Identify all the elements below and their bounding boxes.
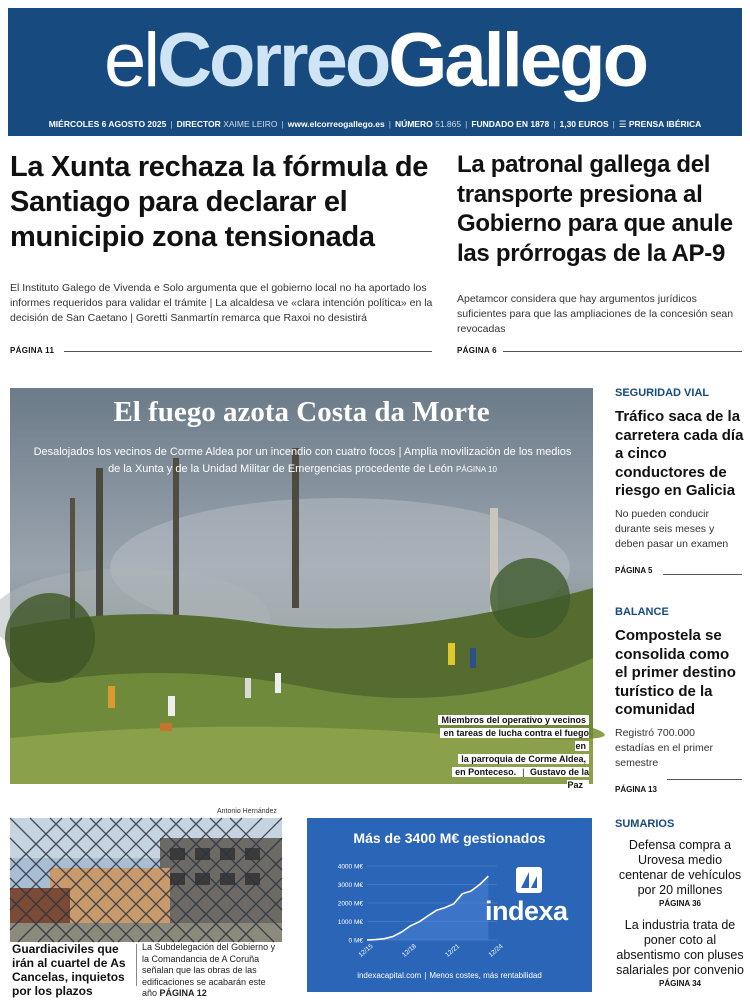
- price-text: 1,30 EUROS: [559, 119, 609, 129]
- photo-page: PÁGINA 10: [456, 465, 497, 474]
- bottom-summary: [142, 942, 282, 1000]
- side-1-kicker: SEGURIDAD VIAL: [615, 387, 710, 399]
- divider-line: [503, 351, 742, 352]
- side-1-summary: No pueden conducir durante seis meses y deben pasar un examen: [615, 507, 729, 550]
- chart-x-tick: 12/15: [357, 942, 375, 959]
- lead-left-summary: El Instituto Galego de Vivenda e Solo argumenta que el gobierno local no ha aportado los informes requeridos para validar el trámite | La alcaldesa ve «clara intención política» en la decisión de San Caetano | Goretti Sanmartín remarca que Raxoi no desistirá: [10, 282, 433, 324]
- ad-url[interactable]: indexacapital.com: [357, 971, 422, 980]
- side-story-balance[interactable]: [615, 606, 745, 794]
- chart-y-tick: 4000 M€: [337, 863, 363, 871]
- caption-line: en tareas de lucha contra el fuego en: [440, 728, 589, 751]
- photo-headline[interactable]: El fuego azota Costa da Morte: [113, 396, 490, 428]
- caption-line: la parroquia de Corme Aldea,: [458, 754, 589, 764]
- sumario-item[interactable]: Defensa compra a Urovesa medio centenar de vehículos por 20 millones: [618, 838, 742, 897]
- photo-credit: | Gustavo de la Paz: [519, 767, 589, 790]
- press-icon: ☰: [618, 119, 627, 129]
- side-2-page: PÁGINA 13: [615, 784, 657, 794]
- chart-area: [367, 876, 488, 940]
- bottom-headline[interactable]: Guardiaciviles que irán al cuartel de As Cancelas, inquietos por los plazos: [12, 942, 126, 998]
- photo-credit-name: Gustavo de la Paz: [527, 767, 589, 790]
- ad-claim: Menos costes, más rentabilidad: [429, 971, 542, 980]
- ad-growth-chart: [327, 854, 507, 964]
- founded-text: FUNDADO EN 1878: [471, 119, 550, 129]
- chart-y-tick: 2000 M€: [337, 900, 363, 908]
- logo-el: el: [103, 18, 158, 103]
- indexa-advert[interactable]: [307, 818, 592, 992]
- ad-brand: indexa: [485, 896, 568, 926]
- newspaper-logo[interactable]: [8, 16, 742, 106]
- lead-right-page: PÁGINA 6: [457, 346, 497, 355]
- website-link[interactable]: www.elcorreogallego.es: [287, 119, 385, 129]
- caption-line: en Ponteceso.: [452, 767, 519, 777]
- divider-line: [136, 944, 137, 986]
- logo-gallego: Gallego: [388, 18, 647, 103]
- sumarios-kicker: SUMARIOS: [615, 818, 675, 830]
- caption-line: Miembros del operativo y vecinos: [438, 715, 589, 725]
- divider-line: [667, 779, 742, 780]
- bottom-photo[interactable]: [10, 818, 282, 942]
- chart-x-tick: 12/18: [400, 942, 418, 959]
- side-1-headline[interactable]: Tráfico saca de la carretera cada día a cinco conductores de riesgo en Galicia: [615, 408, 744, 499]
- masthead-infobar: MIÉRCOLES 6 AGOSTO 2025 | DIRECTOR XAIME LEIRO | www.elcorreogallego.es | NÚMERO 51.865 | FUNDADO EN 1878 | 1,30 EUROS | ☰ PRENSA IBÉRICA: [48, 119, 702, 129]
- sumario-page: PÁGINA 36: [659, 899, 701, 908]
- number-value: 51.865: [435, 119, 462, 129]
- bottom-summary-text: La Subdelegación del Gobierno y la Comandancia de A Coruña señalan que las obras de las edificaciones se acabarán este año: [142, 942, 276, 998]
- side-story-road-safety[interactable]: [615, 387, 745, 575]
- logo-correo: Correo: [157, 18, 389, 103]
- press-group: PRENSA IBÉRICA: [628, 119, 702, 129]
- lead-right-headline[interactable]: La patronal gallega del transporte presiona al Gobierno para que anule las prórrogas de la AP-9: [457, 151, 733, 267]
- lead-story-right[interactable]: [457, 150, 742, 337]
- side-2-headline[interactable]: Compostela se consolida como el primer destino turístico de la comunidad: [615, 627, 736, 718]
- bottom-photo-credit: Antonio Hernández: [217, 808, 277, 815]
- barracks-illustration: [10, 818, 282, 942]
- indexa-logo-icon: [516, 867, 542, 893]
- sumario-page: PÁGINA 34: [659, 979, 701, 988]
- side-1-page: PÁGINA 5: [615, 565, 653, 575]
- chart-y-tick: 0 M€: [348, 937, 363, 945]
- bottom-page: PÁGINA 12: [159, 988, 207, 998]
- masthead: [8, 8, 742, 136]
- sumarios-section: [615, 818, 745, 988]
- ad-footer: indexacapital.com | Menos costes, más rentabilidad: [357, 971, 542, 980]
- chart-y-tick: 3000 M€: [337, 882, 363, 889]
- divider-line: [64, 351, 432, 352]
- chart-x-tick: 12/21: [444, 942, 462, 959]
- lead-right-summary: Apetamcor considera que hay argumentos jurídicos suficientes para que las ampliaciones de la concesión sean revocadas: [457, 293, 734, 335]
- lead-left-headline[interactable]: La Xunta rechaza la fórmula de Santiago para declarar el municipio zona tensionada: [10, 151, 429, 253]
- side-2-kicker: BALANCE: [615, 606, 669, 618]
- director-label: DIRECTOR: [176, 119, 221, 129]
- sumario-item[interactable]: La industria trata de poner coto al absentismo con pluses salariales por convenio: [616, 918, 744, 977]
- chart-x-tick: 12/24: [487, 942, 505, 959]
- photo-caption: [429, 714, 589, 792]
- divider-line: [663, 574, 742, 575]
- number-label: NÚMERO: [394, 119, 433, 129]
- photo-subtitle: [30, 444, 575, 478]
- lead-left-page: PÁGINA 11: [10, 346, 55, 355]
- photo-subtitle-text: Desalojados los vecinos de Corme Aldea por un incendio con cuatro focos | Amplia movilización de los medios de la Xunta y de la Unidad Militar de Emergencias procedente de León: [33, 446, 572, 475]
- ad-title: Más de 3400 M€ gestionados: [353, 830, 546, 846]
- issue-date: MIÉRCOLES 6 AGOSTO 2025: [48, 119, 167, 129]
- side-2-summary: Registró 700.000 estadías en el primer semestre: [615, 726, 714, 769]
- main-photo[interactable]: [10, 388, 593, 790]
- lead-story-left[interactable]: [10, 150, 435, 326]
- chart-y-tick: 1000 M€: [337, 919, 363, 926]
- director-name: XAIME LEIRO: [223, 119, 278, 129]
